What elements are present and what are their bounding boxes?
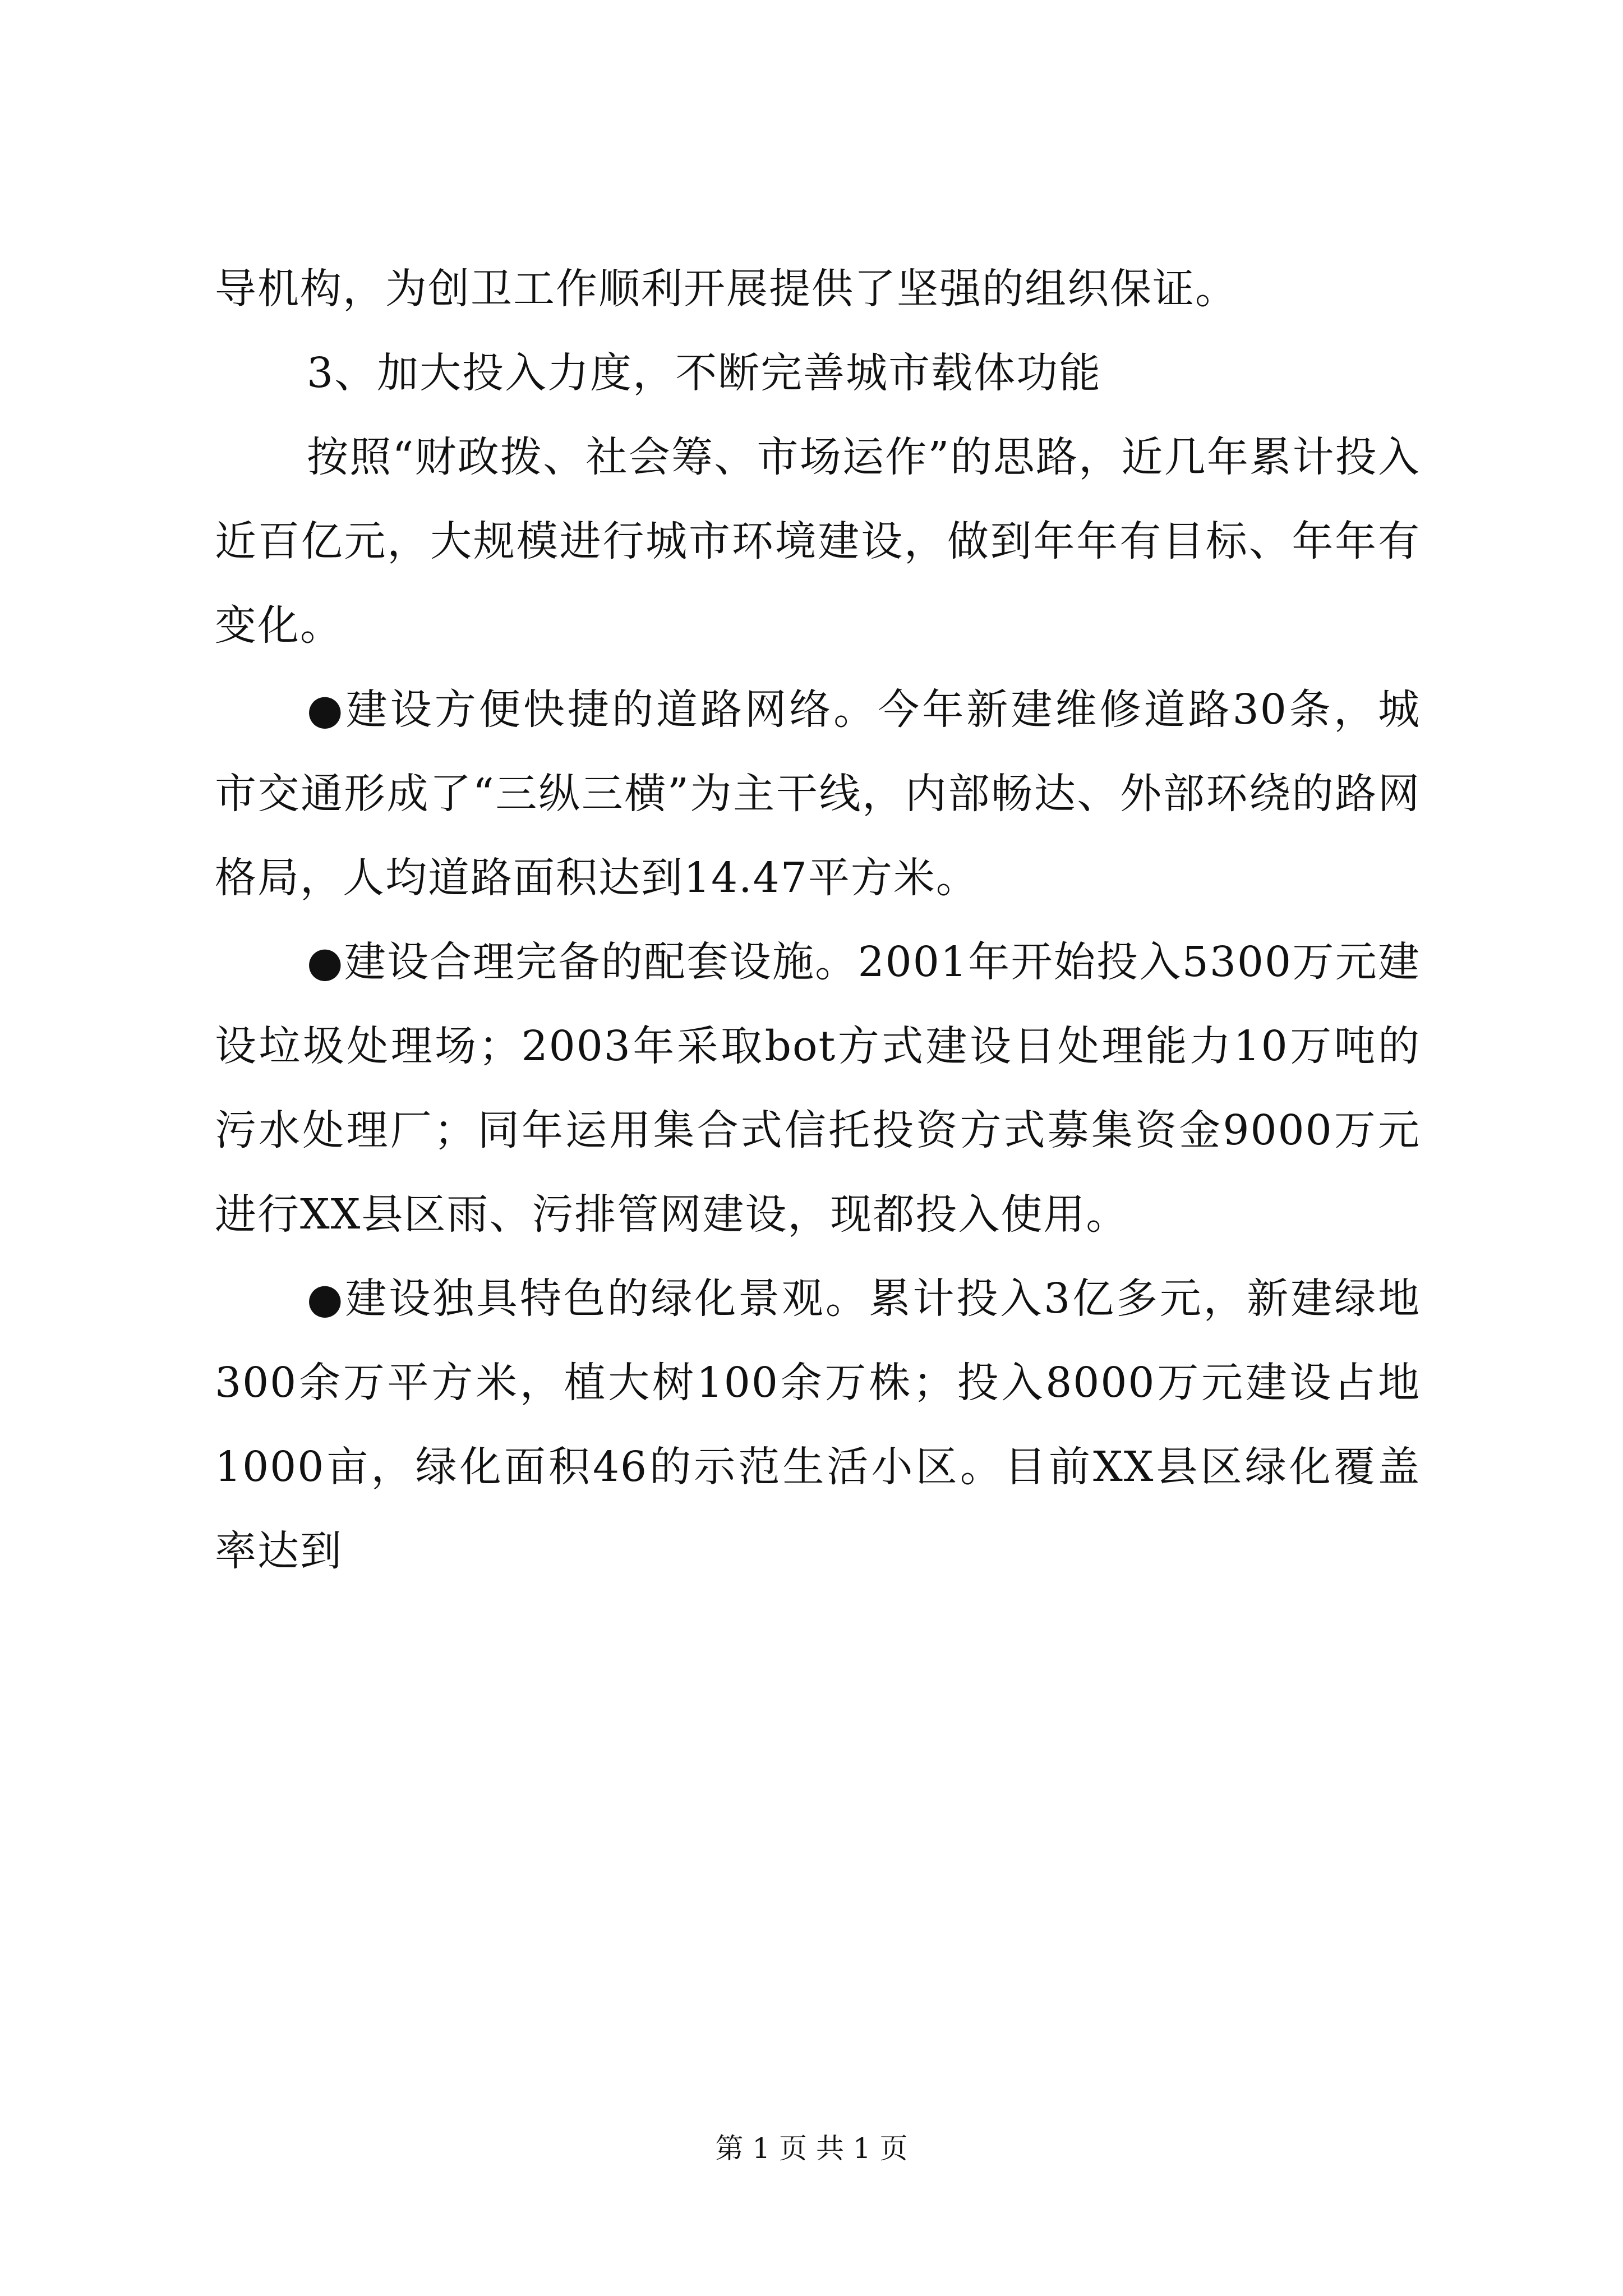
document-body: [215, 247, 1421, 1593]
paragraph-1: 导机构，为创卫工作顺利开展提供了坚强的组织保证。: [215, 265, 1238, 313]
section-heading: 3、加大投入力度，不断完善城市载体功能: [307, 349, 1102, 397]
paragraph-3: 按照“财政拨、社会筹、市场运作”的思路，近几年累计投入近百亿元，大规模进行城市环境建设，做到年年有目标、年年有变化。: [215, 433, 1421, 650]
page-footer: 第 1 页 共 1 页: [715, 2132, 908, 2165]
bullet-road-network: ●建设方便快捷的道路网络。今年新建维修道路30条，城市交通形成了“三纵三横”为主干线，内部畅达、外部环绕的路网格局，人均道路面积达到14.47平方米。: [215, 685, 1421, 902]
bullet-greening: ●建设独具特色的绿化景观。累计投入3亿多元，新建绿地300余万平方米，植大树100余万株；投入8000万元建设占地1000亩，绿化面积46的示范生活小区。目前XX县区绿化覆盖率达到: [215, 1274, 1421, 1575]
bullet-facilities: ●建设合理完备的配套设施。2001年开始投入5300万元建设垃圾处理场；2003年采取bot方式建设日处理能力10万吨的污水处理厂；同年运用集合式信托投资方式募集资金9000万元进行XX县区雨、污排管网建设，现都投入使用。: [215, 938, 1421, 1239]
